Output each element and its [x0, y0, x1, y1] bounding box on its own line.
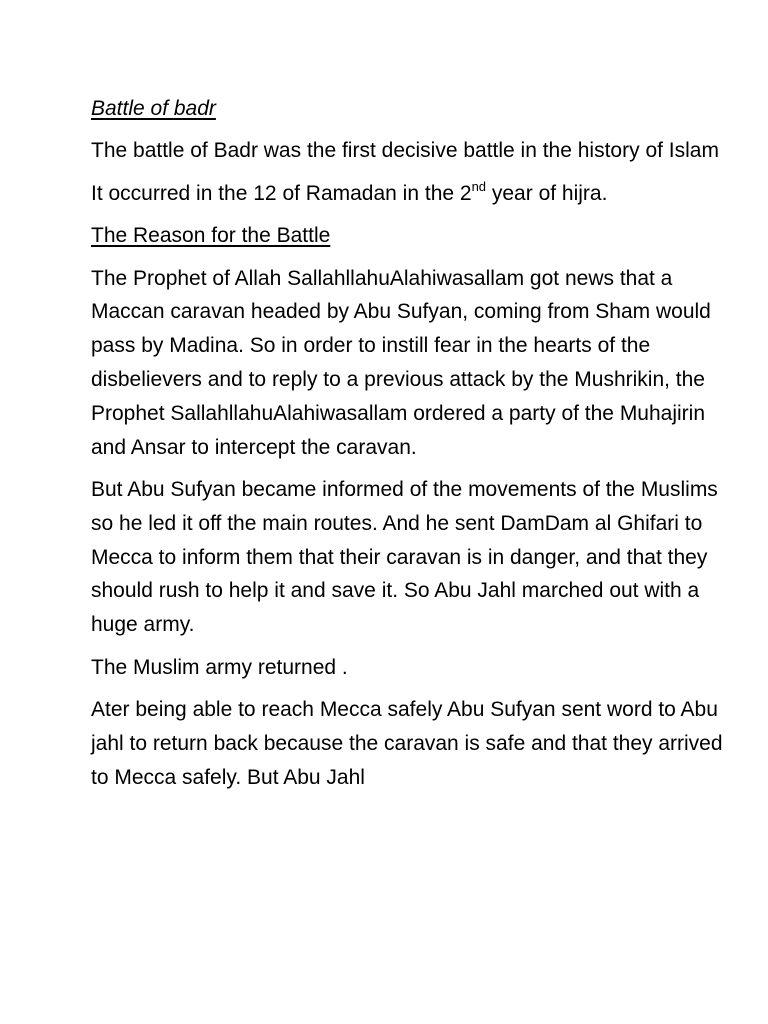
date-paragraph — [91, 177, 731, 211]
document-title: Battle of badr — [91, 97, 216, 120]
intro-paragraph: The battle of Badr was the first decisive battle in the history of Islam — [91, 139, 719, 163]
date-text-before: It occurred in the 12 of Ramadan in the 2 — [91, 181, 472, 205]
date-text-after: year of hijra. — [486, 181, 608, 205]
reason-heading: The Reason for the Battle — [91, 224, 331, 248]
body-paragraph: But Abu Sufyan became informed of the movements of the Muslims so he led it off the main routes. And he sent DamDam al Ghifari to Mecca to inform them that their caravan is in danger, and that they should rush to help it and save it. So Abu Jahl marched out with a huge army. — [91, 477, 718, 637]
body-paragraph: Ater being able to reach Mecca safely Abu Sufyan sent word to Abu jahl to return back because the caravan is safe and that they arrived to Mecca safely. But Abu Jahl — [91, 697, 723, 789]
body-paragraph: The Prophet of Allah SallahllahuAlahiwasallam got news that a Maccan caravan headed by Abu Sufyan, coming from Sham would pass by Madina. So in order to instill fear in the hearts of the disbelievers and to reply to a previous attack by the Mushrikin, the Prophet SallahllahuAlahiwasallam ordered a party of the Muhajirin and Ansar to intercept the caravan. — [91, 266, 711, 459]
ordinal-superscript: nd — [471, 178, 487, 194]
document-page — [91, 92, 731, 803]
body-paragraph: The Muslim army returned . — [91, 655, 348, 679]
